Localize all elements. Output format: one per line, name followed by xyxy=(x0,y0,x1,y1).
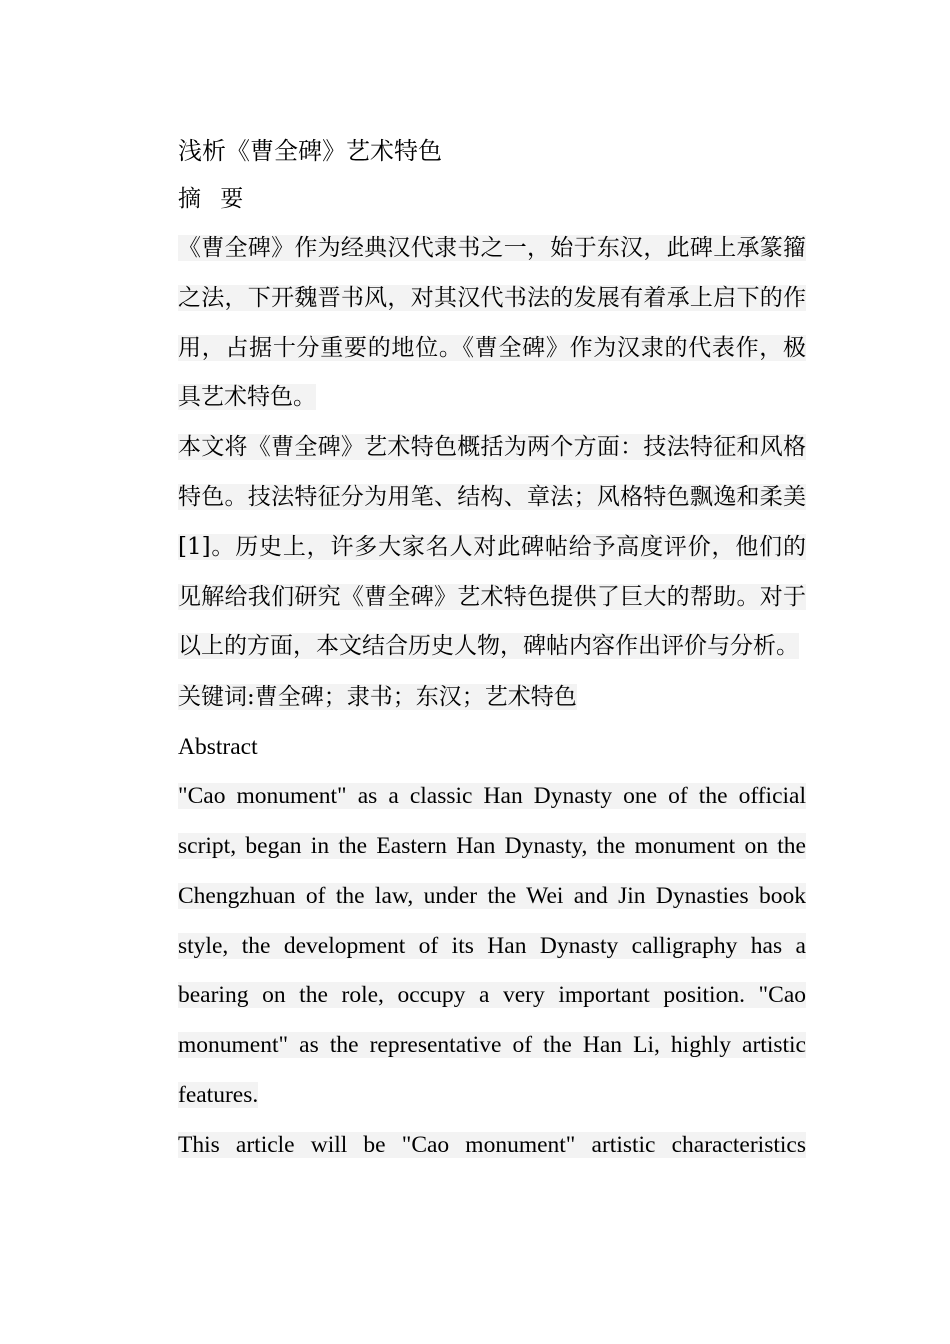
paragraph-text: 本文将《曹全碑》艺术特色概括为两个方面：技法特征和风格特色。技法特征分为用笔、结构、章法；风格特色飘逸和柔美[1]。历史上，许多大家名人对此碑帖给予高度评价，他们的见解给我们研究《曹全碑》艺术特色提供了巨大的帮助。对于以上的方面，本文结合历史人物，碑帖内容作出评价与分析。 xyxy=(178,434,806,660)
keywords-line xyxy=(178,672,806,722)
abstract-heading-en: Abstract xyxy=(178,734,258,761)
paragraph-text: This article will be "Cao monument" artistic characteristics xyxy=(178,1131,806,1158)
document-page xyxy=(178,128,806,1171)
abstract-paragraph-cn-2 xyxy=(178,423,806,672)
abstract-heading-cn: 摘 要 xyxy=(178,186,250,212)
abstract-paragraph-en-2 xyxy=(178,1121,806,1171)
paragraph-text: 《曹全碑》作为经典汉代隶书之一，始于东汉，此碑上承篆籀之法，下开魏晋书风，对其汉代书法的发展有着承上启下的作用，占据十分重要的地位。《曹全碑》作为汉隶的代表作，极具艺术特色。 xyxy=(178,235,806,411)
paragraph-text: "Cao monument" as a classic Han Dynasty one of the official script, began in the Eastern Han Dynasty, the monument on the Chengzhuan of the law, under the Wei and Jin Dynasties book style, the development of its Han Dynasty calligraphy has a bearing on the role, occupy a very important position. "Cao monument" as the representative of the Han Li, highly artistic features. xyxy=(178,783,806,1108)
abstract-paragraph-en-1 xyxy=(178,772,806,1121)
abstract-paragraph-cn-1 xyxy=(178,224,806,423)
document-title: 浅析《曹全碑》艺术特色 xyxy=(178,137,442,165)
keywords-text: 关键词:曹全碑；隶书；东汉；艺术特色 xyxy=(178,684,577,711)
